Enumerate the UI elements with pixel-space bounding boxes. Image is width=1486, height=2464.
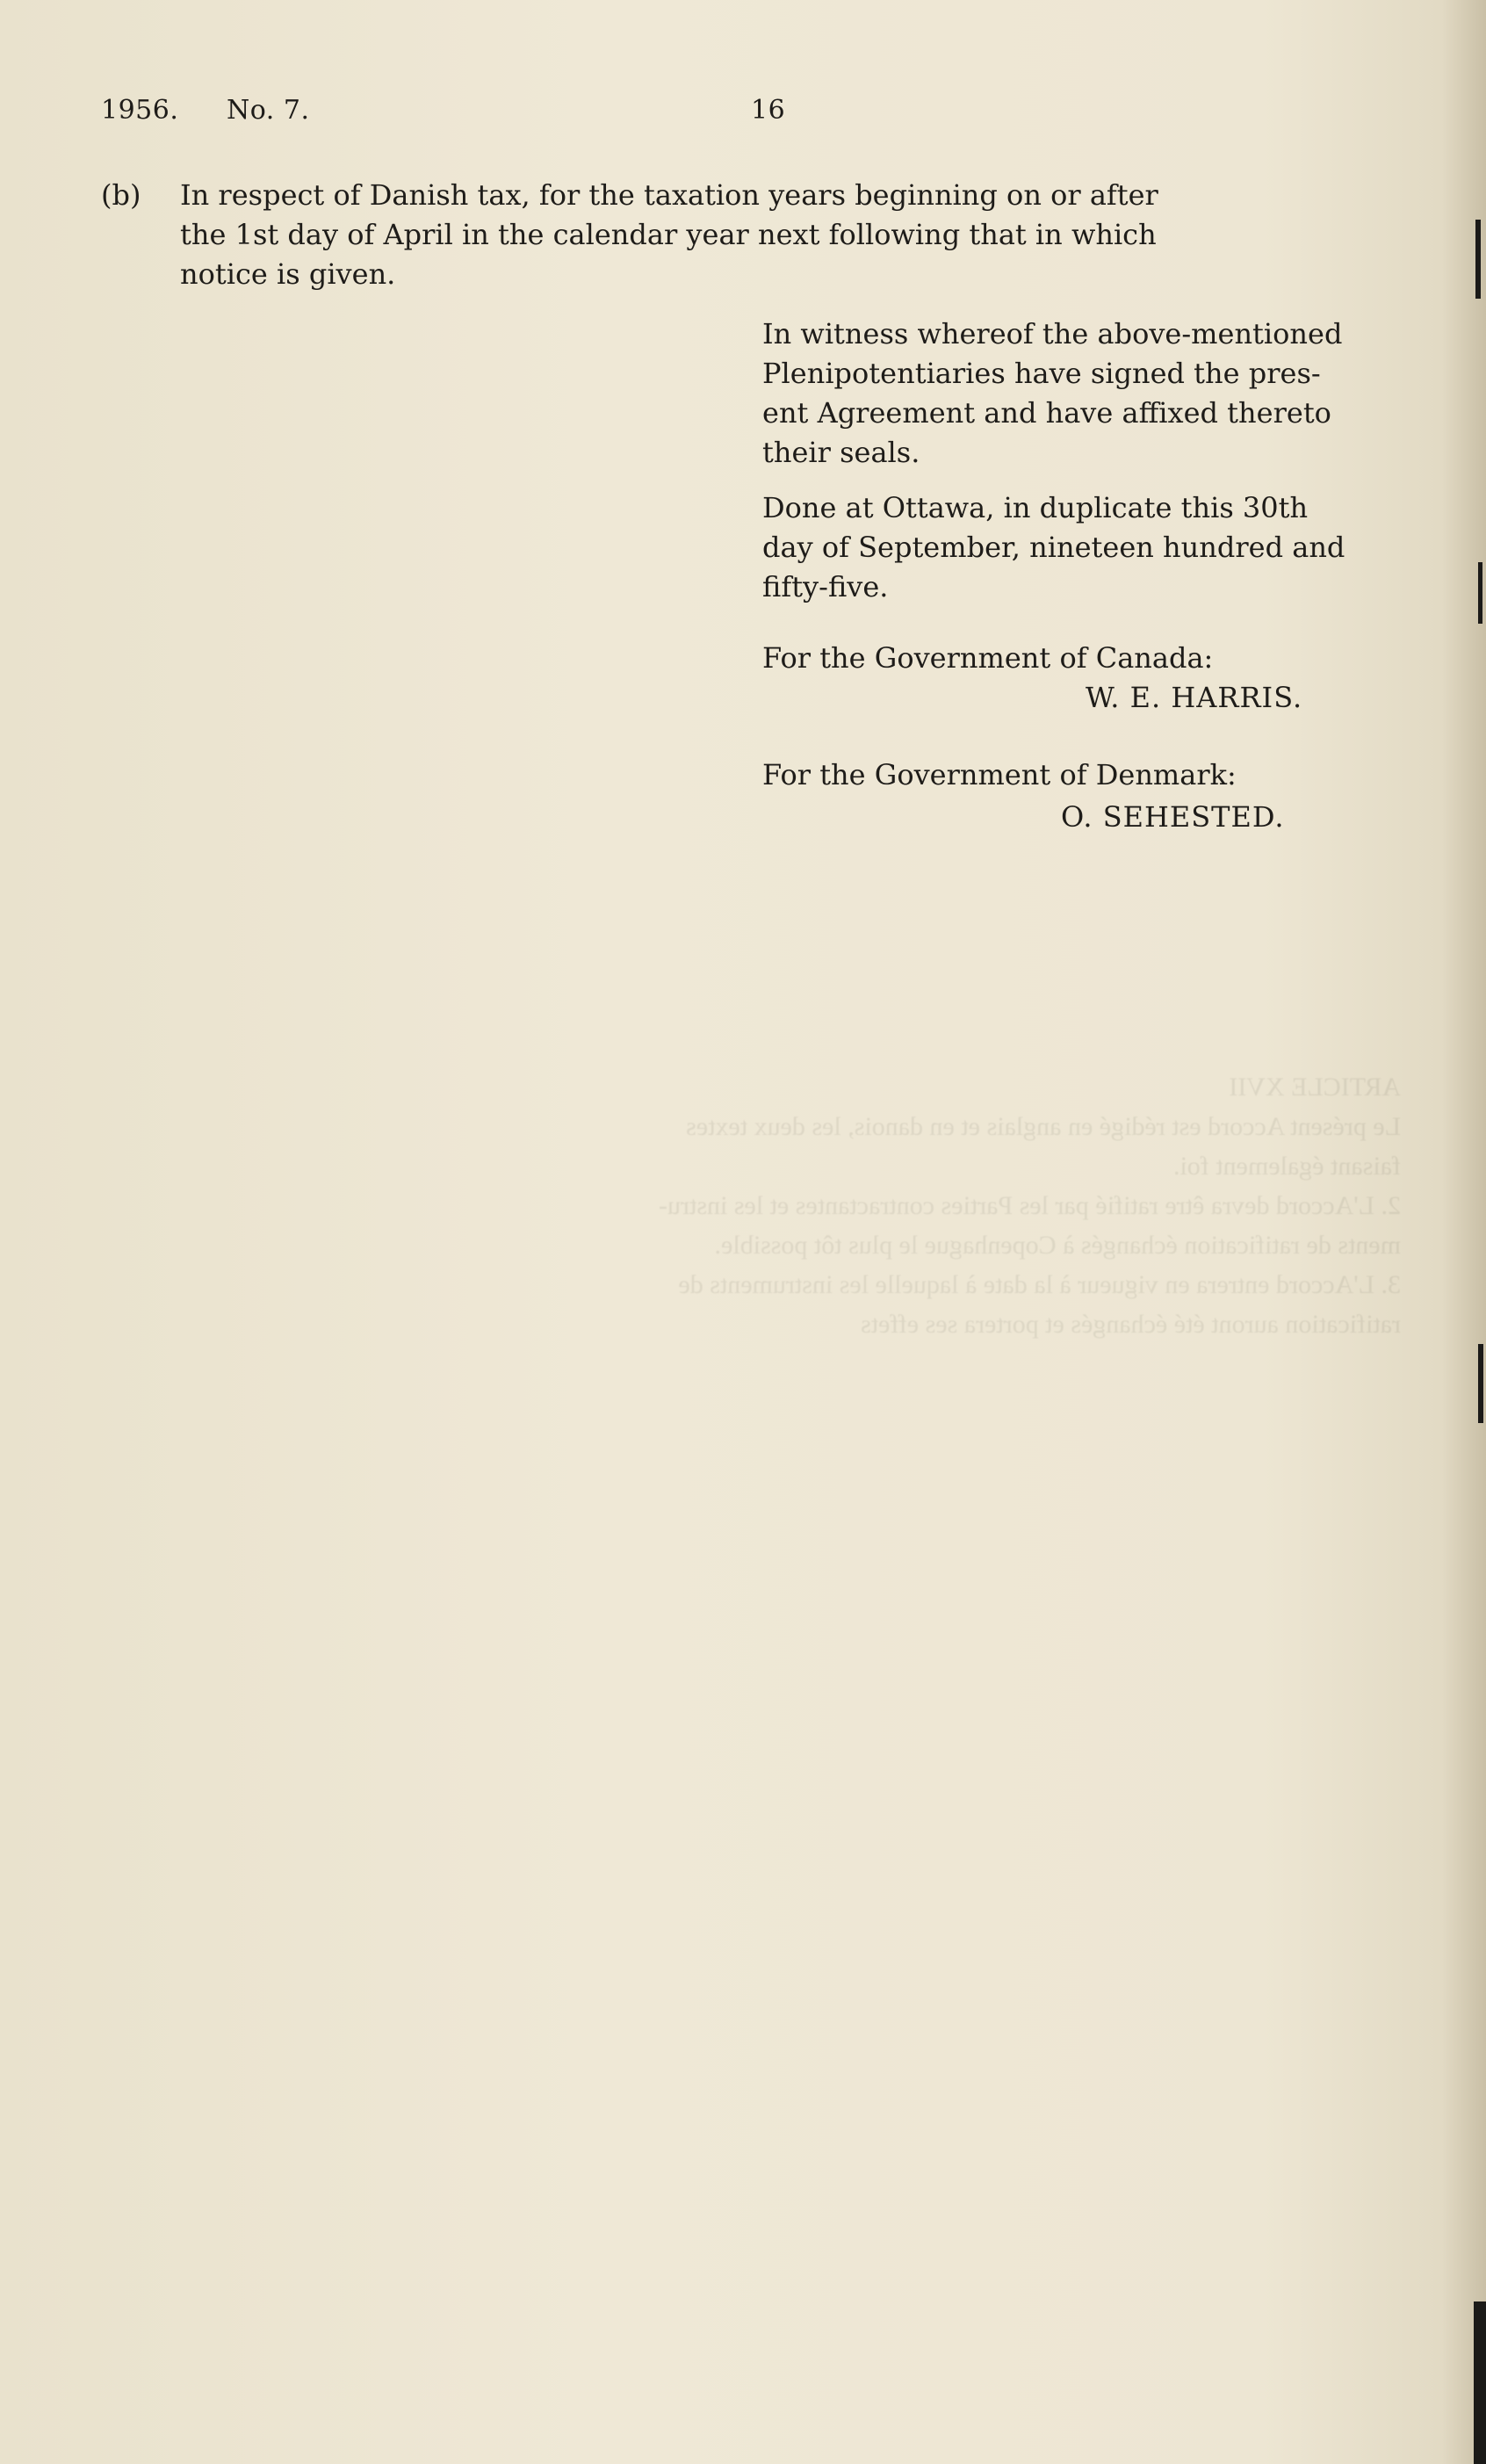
header-number: No. 7. [227, 95, 310, 126]
done-line: Done at Ottawa, in duplicate this 30th [762, 491, 1309, 524]
paragraph-b-line: In respect of Danish tax, for the taxation years beginning on or after [180, 178, 1158, 212]
canada-signatory-name: W. E. HARRIS. [1086, 681, 1303, 714]
denmark-signature-label [762, 755, 1395, 795]
denmark-signatory-name: O. SEHESTED. [1061, 800, 1285, 834]
bleed-through-text: ARTICLE XVII Le présent Accord est rédigé en anglais et en danois, les deux textes faisant également foi. 2. L'Accord devra être ratifié par les Parties contractantes et les instru- ments de ratification échangés à Copenhague le plus tôt possible. 3. L'Accord entrera en vigueur à la date à laquelle les instruments de ratification auront été échangés et portera ses effets [658, 1073, 1401, 1339]
canada-label-text: For the Government of Canada: [762, 641, 1214, 675]
done-line: day of September, nineteen hundred and [762, 531, 1345, 564]
binding-edge-mark [1474, 2301, 1486, 2464]
canada-signature-label [762, 639, 1395, 678]
binding-edge-mark [1475, 220, 1481, 299]
witness-line: ent Agreement and have affixed thereto [762, 396, 1331, 430]
header-year: 1956. [101, 95, 179, 126]
denmark-label-text: For the Government of Denmark: [762, 758, 1237, 791]
binding-edge-mark [1478, 1344, 1483, 1423]
paragraph-b-marker: (b) [101, 178, 141, 212]
denmark-signatory [1061, 798, 1412, 837]
canada-signatory [1086, 678, 1437, 718]
page-number: 16 [751, 95, 786, 126]
done-clause [762, 488, 1395, 607]
witness-line: In witness whereof the above-mentioned [762, 317, 1343, 350]
paragraph-b [101, 176, 1475, 294]
witness-line: their seals. [762, 436, 920, 469]
witness-line: Plenipotentiaries have signed the pres- [762, 357, 1321, 390]
paragraph-b-line: notice is given. [180, 257, 396, 291]
paragraph-b-line: the 1st day of April in the calendar year next following that in which [180, 218, 1157, 251]
done-line: fifty-five. [762, 570, 889, 603]
witness-clause [762, 314, 1395, 473]
binding-edge-mark [1478, 562, 1482, 624]
